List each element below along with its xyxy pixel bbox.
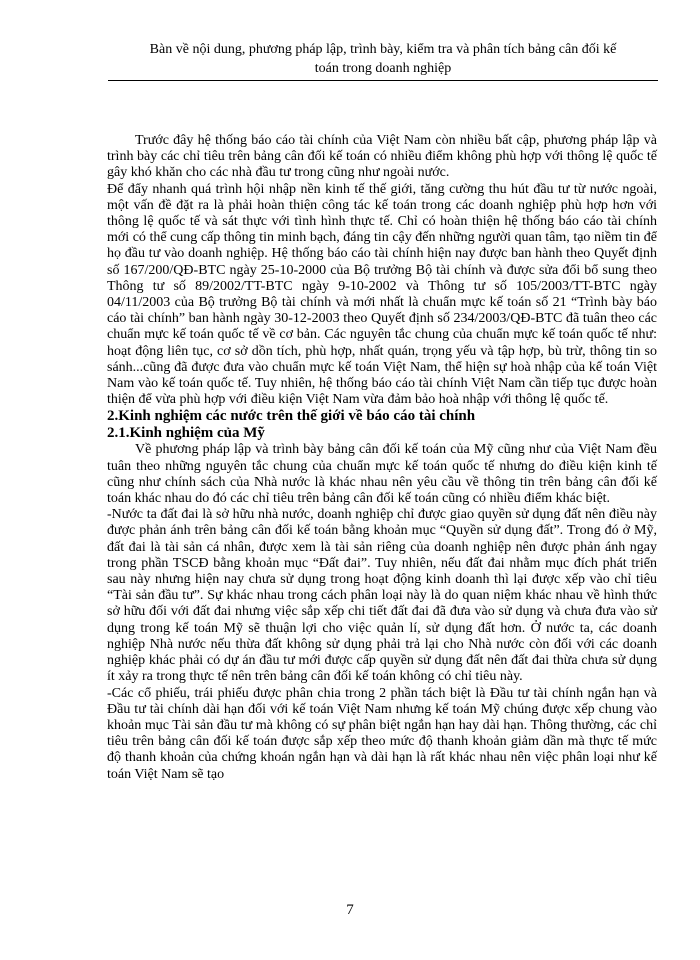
section-heading-2: 2.Kinh nghiệm các nước trên thế giới về báo cáo tài chính — [107, 408, 476, 425]
page-number: 7 — [346, 902, 354, 918]
header-title-line-1: Bàn về nội dung, phương pháp lập, trình bày, kiểm tra và phân tích bảng cân đối kế — [149, 42, 617, 57]
paragraph-land-use: -Nước ta đất đai là sở hữu nhà nước, doanh nghiệp chỉ được giao quyền sử dụng đất nên điều này được phản ánh trên bảng cân đối kế toán bằng khoản mục “Quyền sử dụng đất”. Trong đó ở Mỹ, đất đai là tài sản cá nhân, được xem là tài sản riêng của doanh nghiệp nên được phản ánh ngay trong phần TSCĐ bằng khoản mục “Đất đai”. Tuy nhiên, nếu đất đai nhằm mục đích phát triển sau này nhưng hiện nay chưa sử dụng trong hoạt động kinh doanh thì lại được xếp vào chỉ tiêu “Tài sản đầu tư”. Sự khác nhau trong cách phân loại này là do quan niệm khác nhau về hình thức sở hữu đối với đất đai nhưng việc sắp xếp chi tiết đất đai đã đưa vào sử dụng và chưa đưa vào sử dụng trong kế toán Mỹ sẽ thuận lợi cho việc quản lí, sử dụng đất hơn. Ở nước ta, các doanh nghiệp Nhà nước nếu thừa đất không sử dụng phải trả lại cho Nhà nước còn đối với các doanh nghiệp khác phải có dự án đầu tư mới được cấp quyền sử dụng đất nên đất đai thừa chưa sử dụng ít xảy ra trong thực tế nên trên bảng cân đối kế toán không có chỉ tiêu này. — [107, 507, 657, 685]
paragraph-us-overview: Về phương pháp lập và trình bày bảng cân đối kế toán của Mỹ cũng như của Việt Nam đều tuân theo những nguyên tắc chung của chuẩn mực kế toán quốc tế nhưng do điều kiện kinh tế cũng như chính sách của Nhà nước là khác nhau nên yêu cầu về thông tin trên bảng cân đối kế toán khác nhau do đó các chỉ tiêu trên bảng cân đối kế toán cũng có nhiều điểm khác biệt. — [107, 442, 657, 507]
paragraph-securities: -Các cổ phiếu, trái phiếu được phân chia trong 2 phần tách biệt là Đầu tư tài chính ngắn hạn và Đầu tư tài chính dài hạn đối với kế toán Việt Nam nhưng kế toán Mỹ chúng được xếp chung vào khoản mục Tài sản đầu tư mà không có sự phân biệt ngắn hạn hay dài hạn. Thông thường, các chỉ tiêu trên bảng cân đối kế toán được sắp xếp theo mức độ thanh khoản giảm dần mà thực tế mức độ thanh khoản của chứng khoán ngắn hạn và dài hạn là rất khác nhau nên việc phân loại như kế toán Việt Nam sẽ tạo — [107, 685, 657, 782]
header-divider — [108, 80, 658, 81]
header-title-line-2: toán trong doanh nghiệp — [314, 61, 452, 76]
paragraph-intro: Trước đây hệ thống báo cáo tài chính của Việt Nam còn nhiều bất cập, phương pháp lập và trình bày các chỉ tiêu trên bảng cân đối kế toán có nhiều điểm không phù hợp với thông lệ quốc tế gây khó khăn cho các nhà đầu tư trong cũng như ngoài nước. — [107, 133, 657, 181]
page-header — [108, 40, 658, 78]
subsection-heading-2-1: 2.1.Kinh nghiệm của Mỹ — [107, 425, 265, 442]
document-body — [107, 133, 657, 783]
paragraph-integration: Để đẩy nhanh quá trình hội nhập nền kinh tế thế giới, tăng cường thu hút đầu tư từ nước ngoài, một vấn đề đặt ra là phải hoàn thiện công tác kế toán trong các doanh nghiệp phù hợp hơn với thông lệ quốc tế và sát thực với tình hình thực tế. Chỉ có hoàn thiện hệ thống báo cáo tài chính mới có thể cung cấp thông tin minh bạch, đáng tin cậy đến những người quan tâm, tạo niềm tin để họ đầu tư vào doanh nghiệp. Hệ thống báo cáo tài chính hiện nay được ban hành theo Quyết định số 167/200/QĐ-BTC ngày 25-10-2000 của Bộ trưởng Bộ tài chính và được sửa đổi bổ sung theo Thông tư số 89/2002/TT-BTC ngày 9-10-2002 và Thông tư số 105/2003/TT-BTC ngày 04/11/2003 của Bộ trưởng Bộ tài chính và mới nhất là chuẩn mực kế toán số 21 “Trình bày báo cáo tài chính” ban hành ngày 30-12-2003 theo Quyết định số 234/2003/QĐ-BTC đã tuân theo các chuẩn mực kế toán quốc tế về cơ bản. Các nguyên tắc chung của chuẩn mực kế toán quốc tế như: hoạt động liên tục, cơ sở dồn tích, phù hợp, nhất quán, trọng yếu và tập hợp, bù trừ, thông tin so sánh...cũng đã được đưa vào chuẩn mực kế toán Việt Nam, thể hiện sự hoà nhập của kế toán Việt Nam vào kế toán quốc tế. Tuy nhiên, hệ thống báo cáo tài chính Việt Nam cần tiếp tục được hoàn thiện để vừa phù hợp với điều kiện Việt Nam vừa đảm bảo hoà nhập với thông lệ quốc tế. — [107, 181, 657, 408]
